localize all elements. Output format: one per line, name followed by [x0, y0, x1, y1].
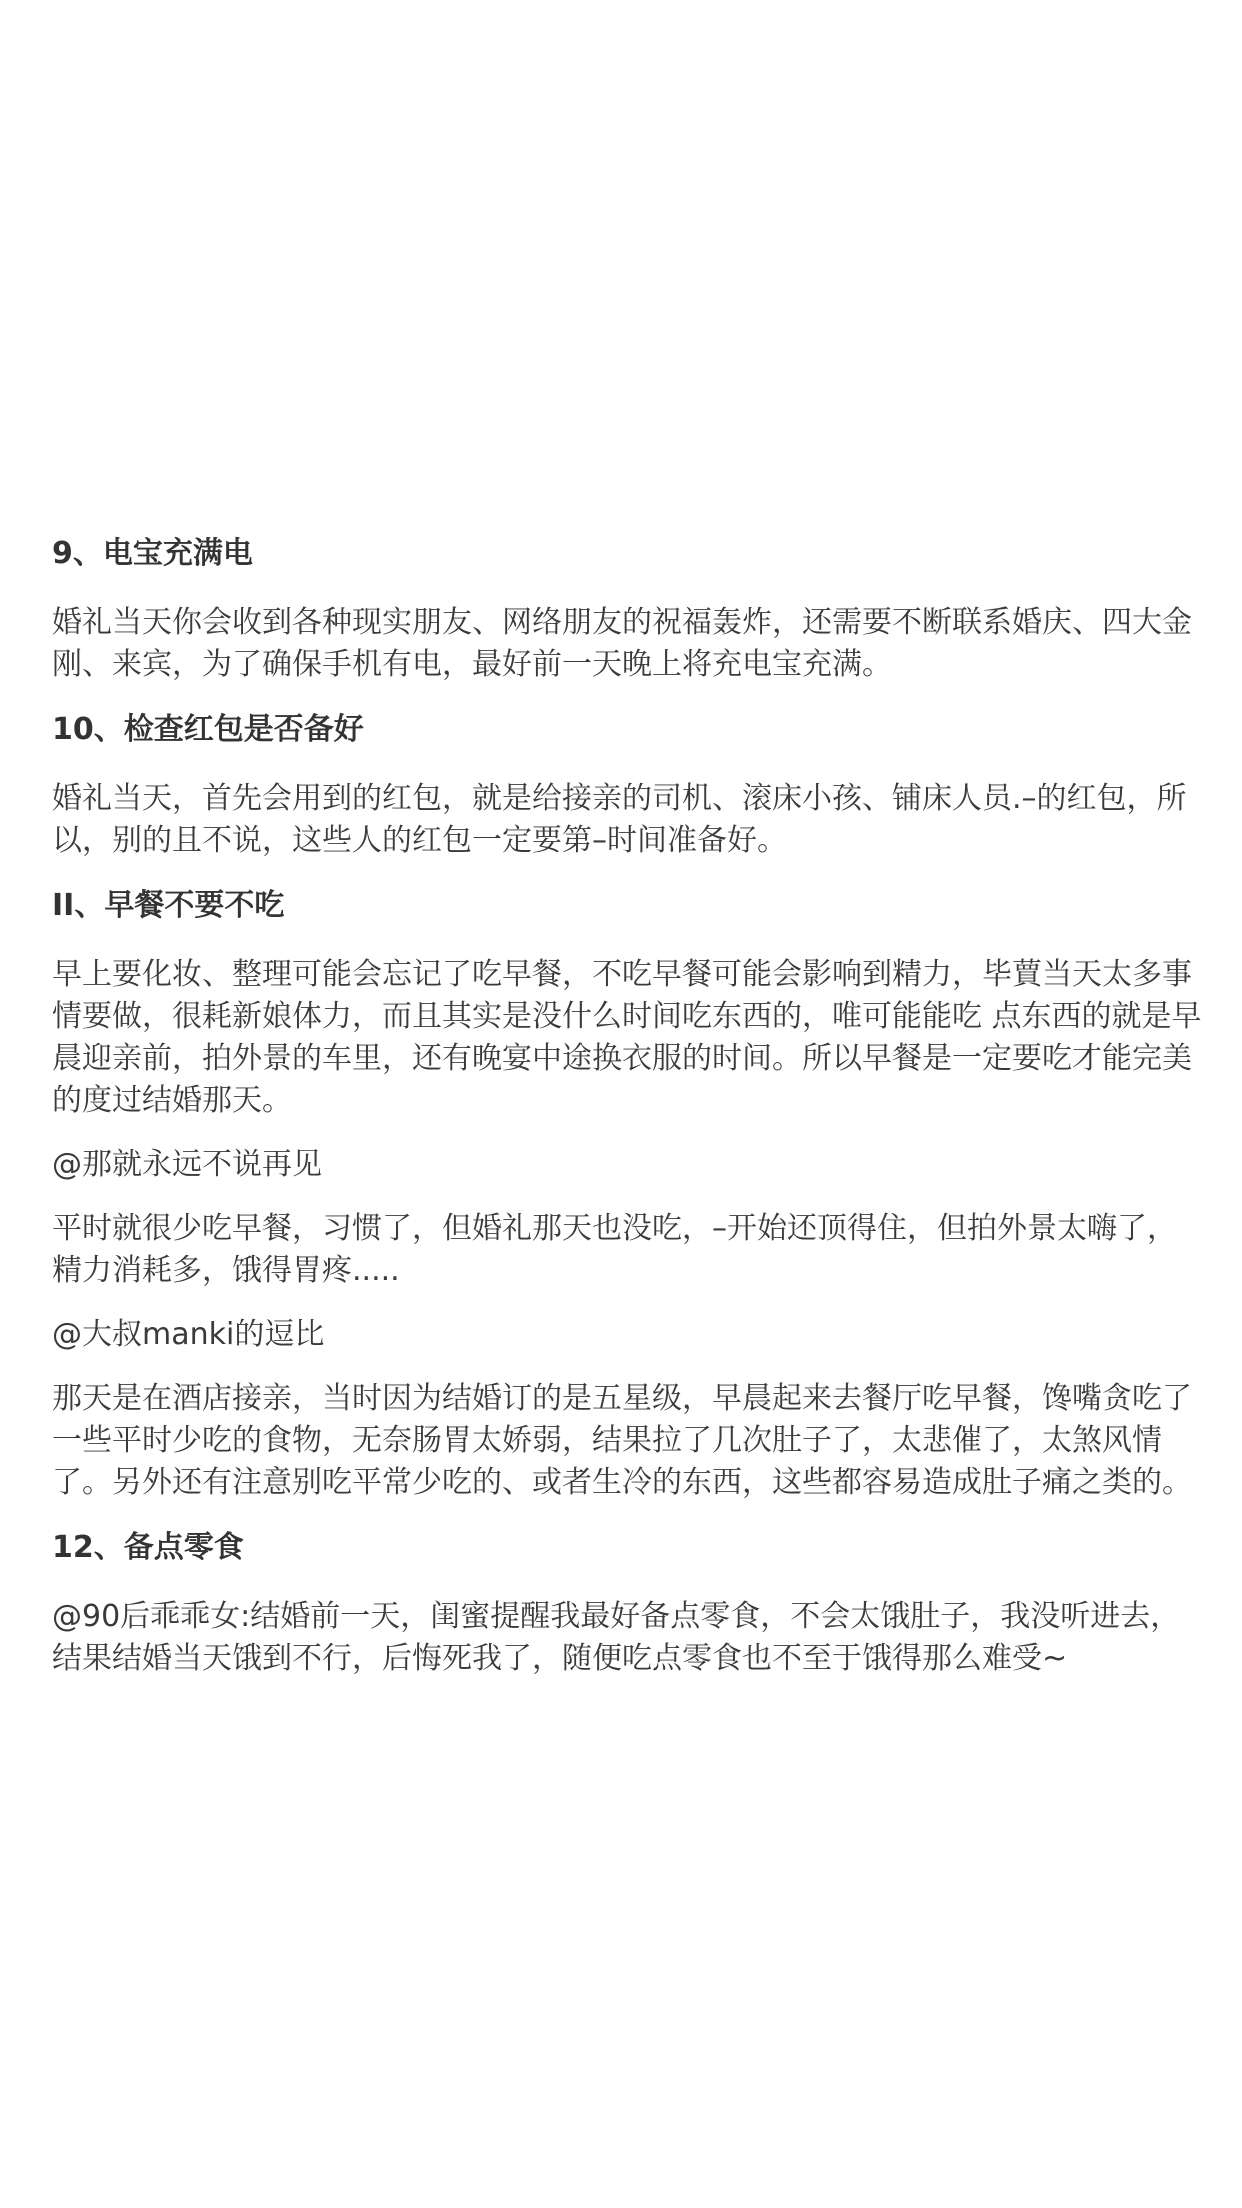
section-heading-10: 10、检查红包是否备好	[52, 712, 364, 747]
article-body	[52, 532, 1202, 1680]
section-heading-9: 9、电宝充满电	[52, 536, 253, 571]
paragraph-power-bank: 婚礼当天你会收到各种现实朋友、网络朋友的祝福轰炸，还需要不断联系婚庆、四大金刚、来宾，为了确保手机有电，最好前一天晚上将充电宝充满。	[52, 605, 1192, 682]
quote-author-1: @那就永远不说再见	[52, 1147, 322, 1182]
quote-author-2: @大叔manki的逗比	[52, 1317, 325, 1352]
quote-text-1: 平时就很少吃早餐，习惯了，但婚礼那天也没吃，–开始还顶得住，但拍外景太嗨了，精力消耗多，饿得胃疼.....	[52, 1211, 1177, 1288]
paragraph-breakfast: 早上要化妆、整理可能会忘记了吃早餐，不吃早餐可能会影响到精力，毕蕒当天太多事情要做，很耗新娘体力，而且其实是没什么时间吃东西的，唯可能能吃 点东西的就是早晨迎亲前，拍外景的车里，还有晚宴中途换衣服的时间。所以早餐是一定要吃才能完美的度过结婚那天。	[52, 957, 1202, 1118]
section-heading-12: 12、备点零食	[52, 1530, 244, 1565]
section-heading-11: II、早餐不要不吃	[52, 888, 285, 923]
paragraph-red-envelopes: 婚礼当天，首先会用到的红包，就是给接亲的司机、滚床小孩、铺床人员.–的红包，所以，别的且不说，这些人的红包一定要第–时间准备好。	[52, 781, 1187, 858]
quote-text-2: 那天是在酒店接亲，当时因为结婚订的是五星级，早晨起来去餐厅吃早餐，馋嘴贪吃了一些平时少吃的食物，无奈肠胃太娇弱，结果拉了几次肚子了，太悲催了，太煞风情了。另外还有注意别吃平常少吃的、或者生冷的东西，这些都容易造成肚子痛之类的。	[52, 1381, 1192, 1500]
paragraph-snacks: @90后乖乖女:结婚前一天，闺蜜提醒我最好备点零食，不会太饿肚子，我没听进去，结果结婚当天饿到不行，后悔死我了，随便吃点零食也不至于饿得那么难受~	[52, 1599, 1181, 1676]
